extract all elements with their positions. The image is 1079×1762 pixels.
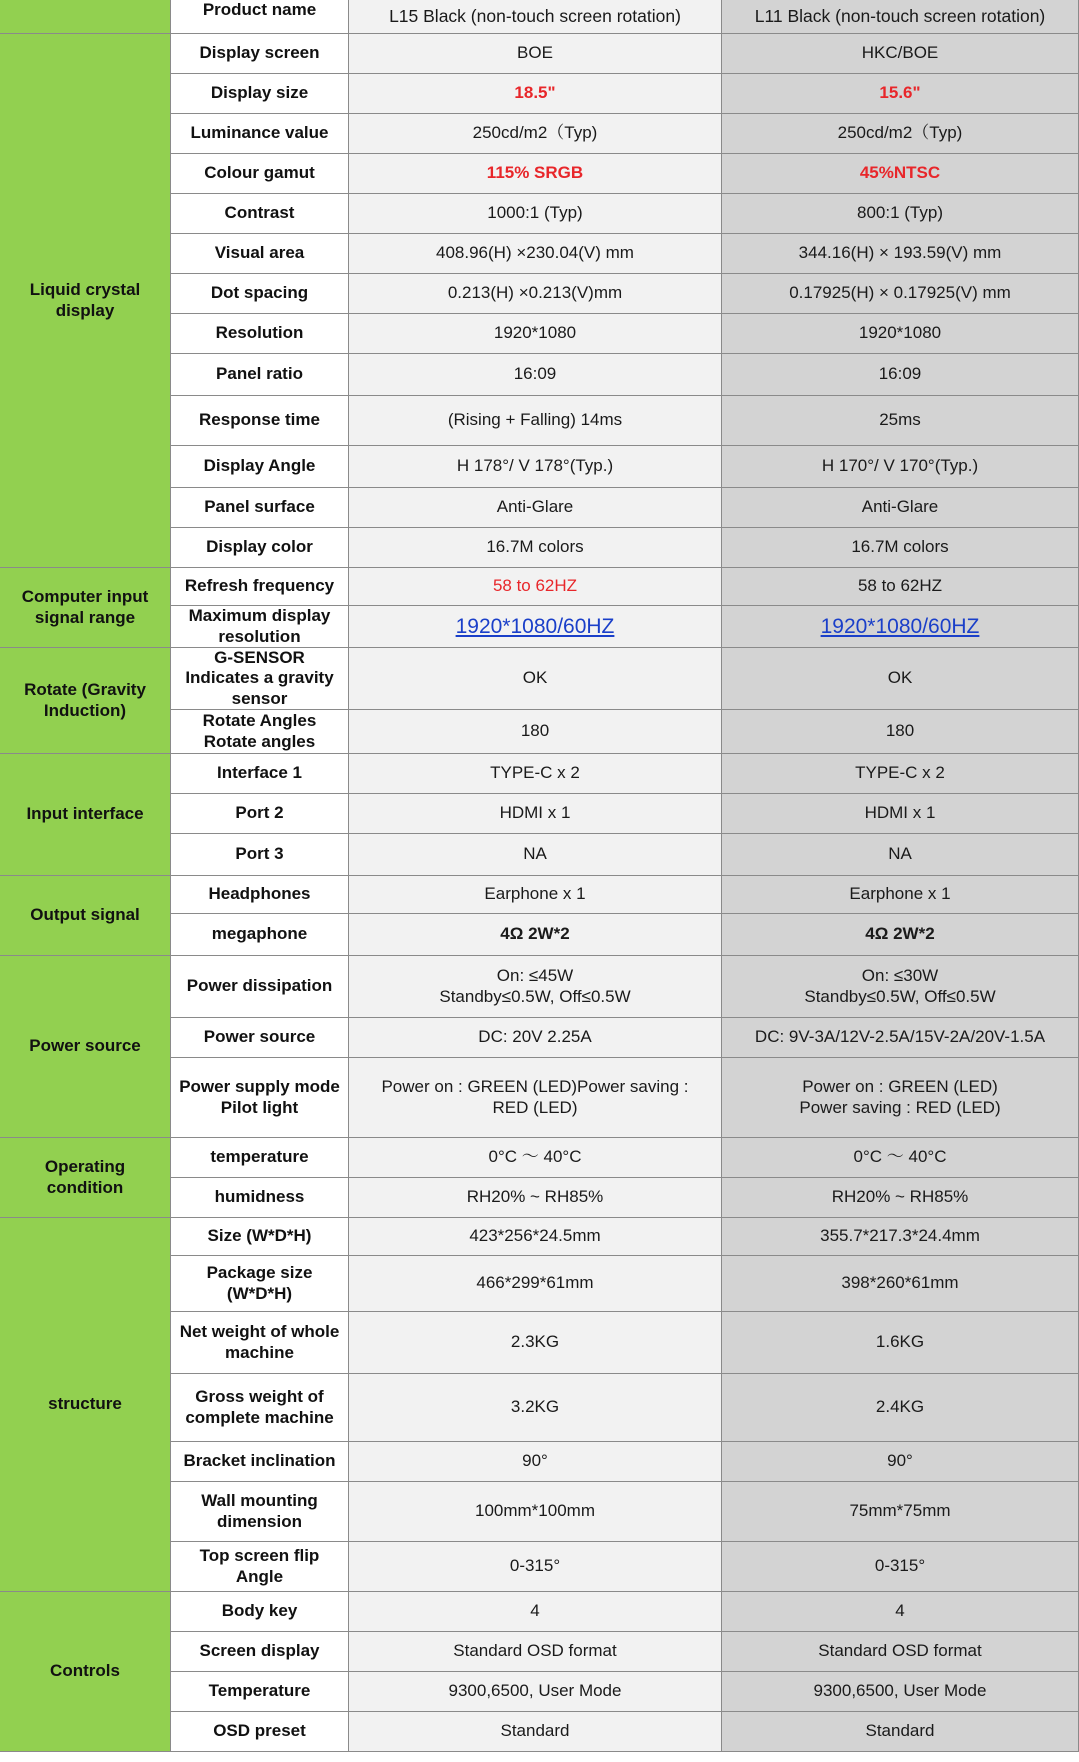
value-cell-col2-text: OK (887, 668, 913, 688)
value-cell-col2-text: 4 (895, 1601, 905, 1621)
row-label (171, 528, 349, 568)
value-cell-col1-text: 16:09 (513, 364, 557, 384)
category-cell (0, 1138, 171, 1218)
row-label-text: Screen display (199, 1641, 320, 1661)
value-cell-col2-text: H 170°/ V 170°(Typ.) (821, 456, 979, 476)
value-cell-col2 (722, 1312, 1079, 1374)
value-cell-col1 (349, 1018, 722, 1058)
value-cell-col1 (349, 1442, 722, 1482)
row-label (171, 234, 349, 274)
row-label (171, 1178, 349, 1218)
row-label (171, 446, 349, 488)
value-cell-col1 (349, 956, 722, 1018)
row-label-text: Refresh frequency (184, 576, 335, 596)
row-label (171, 914, 349, 956)
value-cell-col2 (722, 914, 1079, 956)
category-cell (0, 876, 171, 956)
row-label (171, 1592, 349, 1632)
value-cell-col1 (349, 876, 722, 914)
value-cell-col1 (349, 1138, 722, 1178)
row-label (171, 274, 349, 314)
category-cell (0, 956, 171, 1138)
value-cell-col2 (722, 1138, 1079, 1178)
value-cell-col2 (722, 834, 1079, 876)
row-label-text: Body key (221, 1601, 298, 1621)
row-label (171, 488, 349, 528)
value-cell-col1-text: 250cd/m2（Typ) (472, 123, 598, 143)
value-cell-col2 (722, 34, 1079, 74)
value-cell-col2-text: 2.4KG (875, 1397, 925, 1417)
value-cell-col1[interactable] (349, 606, 722, 648)
value-cell-col1-text: OK (522, 668, 548, 688)
value-cell-col2 (722, 1672, 1079, 1712)
value-cell-col2-text: DC: 9V-3A/12V-2.5A/15V-2A/20V-1.5A (754, 1027, 1046, 1047)
value-cell-col1 (349, 274, 722, 314)
row-label (171, 1018, 349, 1058)
value-cell-col1 (349, 1542, 722, 1592)
value-cell-col2 (722, 488, 1079, 528)
row-label (171, 834, 349, 876)
value-cell-col1 (349, 354, 722, 396)
row-label-text: Resolution (215, 323, 304, 343)
row-label-text: Port 2 (235, 803, 284, 823)
value-cell-col1 (349, 648, 722, 710)
row-label-text: megaphone (211, 924, 308, 944)
value-cell-col1 (349, 754, 722, 794)
value-cell-col1-text: 0°C ～ 40°C (488, 1147, 582, 1167)
row-label-text: Wall mounting dimension (201, 1491, 318, 1531)
value-cell-col2 (722, 1712, 1079, 1752)
category-cell-text: Power source (29, 1036, 141, 1056)
row-label (171, 194, 349, 234)
category-cell-text: Operating condition (44, 1157, 126, 1197)
value-cell-col2 (722, 1442, 1079, 1482)
value-cell-col1-text: 16.7M colors (486, 537, 584, 557)
value-cell-col1-text: 1920*1080 (493, 323, 577, 343)
value-cell-col2 (722, 754, 1079, 794)
value-cell-col1-text: DC: 20V 2.25A (478, 1027, 592, 1047)
value-cell-col2 (722, 234, 1079, 274)
value-cell-col1 (349, 1178, 722, 1218)
header-col1: L15 Black (non-touch screen rotation) (349, 0, 722, 34)
value-cell-col1-text: 0.213(H) ×0.213(V)mm (447, 283, 623, 303)
row-label-text: Net weight of whole machine (179, 1322, 340, 1362)
row-label-text: Display size (210, 83, 309, 103)
row-label (171, 606, 349, 648)
value-cell-col2-text: 250cd/m2（Typ) (837, 123, 963, 143)
value-cell-col1-text: RH20% ~ RH85% (466, 1187, 604, 1207)
value-cell-col1-text: (Rising + Falling) 14ms (447, 410, 623, 430)
row-label-text: Package size (W*D*H) (206, 1263, 313, 1303)
value-cell-col2-text: HDMI x 1 (864, 803, 936, 823)
row-label-text: Dot spacing (210, 283, 309, 303)
value-cell-col2 (722, 1218, 1079, 1256)
value-cell-col1-text: 423*256*24.5mm (469, 1226, 601, 1246)
value-cell-col2-text: 15.6" (879, 83, 921, 103)
category-cell-text: Rotate (Gravity Induction) (24, 680, 146, 720)
row-label (171, 754, 349, 794)
value-cell-col1-text: NA (523, 844, 547, 864)
value-cell-col1-text: 4 (530, 1601, 540, 1621)
category-cell-text: structure (48, 1394, 122, 1414)
value-cell-col2 (722, 354, 1079, 396)
value-cell-col2-text: 180 (885, 721, 915, 741)
value-cell-col1-text: Standard OSD format (453, 1641, 617, 1661)
value-cell-col1 (349, 1672, 722, 1712)
row-label-text: Display color (206, 537, 313, 557)
row-label (171, 114, 349, 154)
row-label (171, 396, 349, 446)
value-cell-col1 (349, 1632, 722, 1672)
category-cell (0, 1592, 171, 1752)
value-cell-col2 (722, 274, 1079, 314)
value-cell-col1 (349, 710, 722, 754)
row-label-text: Panel surface (204, 497, 315, 517)
value-cell-col1-text: 0-315° (509, 1556, 561, 1576)
value-cell-col1-text: 1000:1 (Typ) (487, 203, 583, 223)
row-label-text: Panel ratio (216, 364, 303, 384)
value-cell-col2-text: 1.6KG (875, 1332, 925, 1352)
value-cell-col2 (722, 1178, 1079, 1218)
value-cell-col1 (349, 1058, 722, 1138)
row-label (171, 956, 349, 1018)
row-label-text: Bracket inclination (183, 1451, 336, 1471)
value-cell-col1-text: 18.5" (514, 83, 556, 103)
value-cell-col1-text: 90° (522, 1451, 548, 1471)
row-label (171, 1256, 349, 1312)
value-cell-col1-text: 2.3KG (510, 1332, 560, 1352)
category-cell-text: Liquid crystal display (29, 280, 141, 320)
value-cell-col2 (722, 446, 1079, 488)
row-label-text: humidness (214, 1187, 305, 1207)
row-label-text: Maximum display resolution (188, 606, 331, 646)
value-cell-col1 (349, 528, 722, 568)
value-cell-col2-text: Power on : GREEN (LED) Power saving : RED (LED) (799, 1077, 1001, 1117)
value-cell-col1-text: 180 (520, 721, 550, 741)
value-cell-col1 (349, 1482, 722, 1542)
row-label-text: Interface 1 (216, 763, 303, 783)
category-cell-text: Output signal (30, 905, 140, 925)
row-label (171, 1712, 349, 1752)
row-label-text: Visual area (214, 243, 305, 263)
value-cell-col2 (722, 74, 1079, 114)
value-cell-col1 (349, 1592, 722, 1632)
row-label (171, 1442, 349, 1482)
resolution-link[interactable]: 1920*1080/60HZ (820, 614, 980, 638)
row-label (171, 1374, 349, 1442)
row-label-text: Response time (199, 410, 320, 430)
value-cell-col1-text: TYPE-C x 2 (490, 763, 580, 783)
value-cell-col2 (722, 956, 1079, 1018)
value-cell-col2 (722, 194, 1079, 234)
category-cell-text: Input interface (26, 804, 144, 824)
value-cell-col1-text: Anti-Glare (496, 497, 574, 517)
value-cell-col1-text: 466*299*61mm (476, 1273, 594, 1293)
value-cell-col1-text: Power on : GREEN (LED)Power saving : RED (LED) (381, 1077, 689, 1117)
value-cell-col1 (349, 114, 722, 154)
row-label-text: Headphones (208, 884, 311, 904)
value-cell-col2[interactable] (722, 606, 1079, 648)
value-cell-col2 (722, 876, 1079, 914)
row-label-text: Size (W*D*H) (207, 1226, 312, 1246)
value-cell-col1 (349, 834, 722, 876)
row-label (171, 794, 349, 834)
value-cell-col1-text: HDMI x 1 (499, 803, 571, 823)
value-cell-col2 (722, 568, 1079, 606)
value-cell-col1 (349, 794, 722, 834)
row-label-text: Contrast (224, 203, 295, 223)
value-cell-col2 (722, 396, 1079, 446)
value-cell-col1-text: Standard (500, 1721, 570, 1741)
value-cell-col1-text: 4Ω 2W*2 (500, 924, 570, 944)
value-cell-col2 (722, 114, 1079, 154)
row-label-text: Luminance value (190, 123, 329, 143)
value-cell-col1-text: Earphone x 1 (484, 884, 586, 904)
value-cell-col1 (349, 568, 722, 606)
row-label (171, 1218, 349, 1256)
row-label-text: Display Angle (203, 456, 316, 476)
value-cell-col2-text: HKC/BOE (861, 43, 939, 63)
value-cell-col1 (349, 314, 722, 354)
value-cell-col2-text: 0.17925(H) × 0.17925(V) mm (789, 283, 1011, 303)
value-cell-col2-text: 90° (887, 1451, 913, 1471)
row-label-text: Power supply mode Pilot light (179, 1077, 340, 1117)
row-label (171, 568, 349, 606)
value-cell-col2 (722, 648, 1079, 710)
row-label (171, 710, 349, 754)
value-cell-col1 (349, 1312, 722, 1374)
value-cell-col1 (349, 914, 722, 956)
row-label (171, 354, 349, 396)
value-cell-col1-text: 100mm*100mm (475, 1501, 595, 1521)
value-cell-col1 (349, 1712, 722, 1752)
value-cell-col2 (722, 1256, 1079, 1312)
value-cell-col2 (722, 710, 1079, 754)
value-cell-col1 (349, 1374, 722, 1442)
value-cell-col2-text: 344.16(H) × 193.59(V) mm (798, 243, 1002, 263)
value-cell-col2 (722, 1592, 1079, 1632)
value-cell-col2-text: 4Ω 2W*2 (865, 924, 935, 944)
value-cell-col2-text: Anti-Glare (861, 497, 939, 517)
category-cell (0, 754, 171, 876)
row-label-text: Port 3 (235, 844, 284, 864)
value-cell-col2-text: 16:09 (878, 364, 922, 384)
row-label (171, 34, 349, 74)
value-cell-col1 (349, 396, 722, 446)
row-label-text: Power dissipation (186, 976, 333, 996)
value-cell-col2 (722, 1482, 1079, 1542)
row-label-text: G-SENSOR Indicates a gravity sensor (185, 648, 334, 708)
value-cell-col2-text: 25ms (879, 410, 921, 430)
value-cell-col1 (349, 488, 722, 528)
value-cell-col2-text: RH20% ~ RH85% (831, 1187, 969, 1207)
row-label-text: Power source (203, 1027, 316, 1047)
value-cell-col2-text: Earphone x 1 (849, 884, 951, 904)
value-cell-col2 (722, 1374, 1079, 1442)
row-label (171, 1312, 349, 1374)
value-cell-col2 (722, 1542, 1079, 1592)
value-cell-col1-text: 115% SRGB (486, 163, 584, 183)
row-label-text: Temperature (208, 1681, 311, 1701)
value-cell-col1-text: 9300,6500, User Mode (448, 1681, 622, 1701)
value-cell-col2-text: 1920*1080 (858, 323, 942, 343)
value-cell-col2-text: On: ≤30W Standby≤0.5W, Off≤0.5W (804, 966, 996, 1006)
value-cell-col2 (722, 314, 1079, 354)
value-cell-col1 (349, 194, 722, 234)
value-cell-col2-text: NA (888, 844, 912, 864)
value-cell-col1-text: 3.2KG (510, 1397, 560, 1417)
category-cell (0, 648, 171, 754)
value-cell-col1-text: On: ≤45W Standby≤0.5W, Off≤0.5W (439, 966, 631, 1006)
category-cell-text: Controls (50, 1661, 120, 1681)
row-label (171, 154, 349, 194)
row-label-text: OSD preset (213, 1721, 306, 1741)
row-label (171, 1632, 349, 1672)
value-cell-col2 (722, 528, 1079, 568)
value-cell-col2 (722, 1632, 1079, 1672)
value-cell-col2-text: TYPE-C x 2 (855, 763, 945, 783)
row-label (171, 314, 349, 354)
value-cell-col2-text: 16.7M colors (851, 537, 949, 557)
value-cell-col1 (349, 1256, 722, 1312)
value-cell-col2-text: 45%NTSC (859, 163, 941, 183)
value-cell-col2 (722, 1018, 1079, 1058)
value-cell-col2 (722, 1058, 1079, 1138)
value-cell-col1 (349, 154, 722, 194)
value-cell-col1 (349, 234, 722, 274)
value-cell-col2-text: 9300,6500, User Mode (813, 1681, 987, 1701)
row-label-text: Display screen (199, 43, 320, 63)
value-cell-col1-text: 408.96(H) ×230.04(V) mm (436, 243, 634, 263)
category-cell (0, 1218, 171, 1592)
value-cell-col2-text: 800:1 (Typ) (857, 203, 943, 223)
value-cell-col1-text: BOE (517, 43, 553, 63)
row-label-text: Gross weight of complete machine (185, 1387, 334, 1427)
value-cell-col2 (722, 154, 1079, 194)
row-label-text: temperature (210, 1147, 309, 1167)
value-cell-col1 (349, 1218, 722, 1256)
value-cell-col1 (349, 446, 722, 488)
category-cell (0, 568, 171, 648)
value-cell-col1 (349, 74, 722, 114)
category-cell-text: Computer input signal range (21, 587, 149, 627)
row-label (171, 1482, 349, 1542)
header-col2: L11 Black (non-touch screen rotation) (722, 0, 1079, 34)
value-cell-col2-text: 398*260*61mm (841, 1273, 959, 1293)
value-cell-col2-text: Standard OSD format (818, 1641, 982, 1661)
row-label (171, 74, 349, 114)
row-label-text: Rotate Angles Rotate angles (202, 711, 317, 751)
value-cell-col2 (722, 794, 1079, 834)
row-label (171, 1542, 349, 1592)
value-cell-col2-text: 355.7*217.3*24.4mm (820, 1226, 980, 1246)
value-cell-col2-text: Standard (865, 1721, 935, 1741)
header-label: Product name (171, 0, 349, 34)
value-cell-col1-text: 58 to 62HZ (492, 576, 578, 596)
value-cell-col2-text: 0°C ～ 40°C (853, 1147, 947, 1167)
row-label (171, 876, 349, 914)
value-cell-col2-text: 58 to 62HZ (857, 576, 943, 596)
value-cell-col2-text: 0-315° (874, 1556, 926, 1576)
row-label (171, 648, 349, 710)
value-cell-col1 (349, 34, 722, 74)
resolution-link[interactable]: 1920*1080/60HZ (455, 614, 615, 638)
value-cell-col2-text: 75mm*75mm (849, 1501, 951, 1521)
header-corner (0, 0, 171, 34)
row-label-text: Colour gamut (204, 163, 315, 183)
category-cell (0, 34, 171, 568)
row-label-text: Top screen flip Angle (199, 1546, 320, 1586)
row-label (171, 1058, 349, 1138)
value-cell-col1-text: H 178°/ V 178°(Typ.) (456, 456, 614, 476)
row-label (171, 1672, 349, 1712)
row-label (171, 1138, 349, 1178)
